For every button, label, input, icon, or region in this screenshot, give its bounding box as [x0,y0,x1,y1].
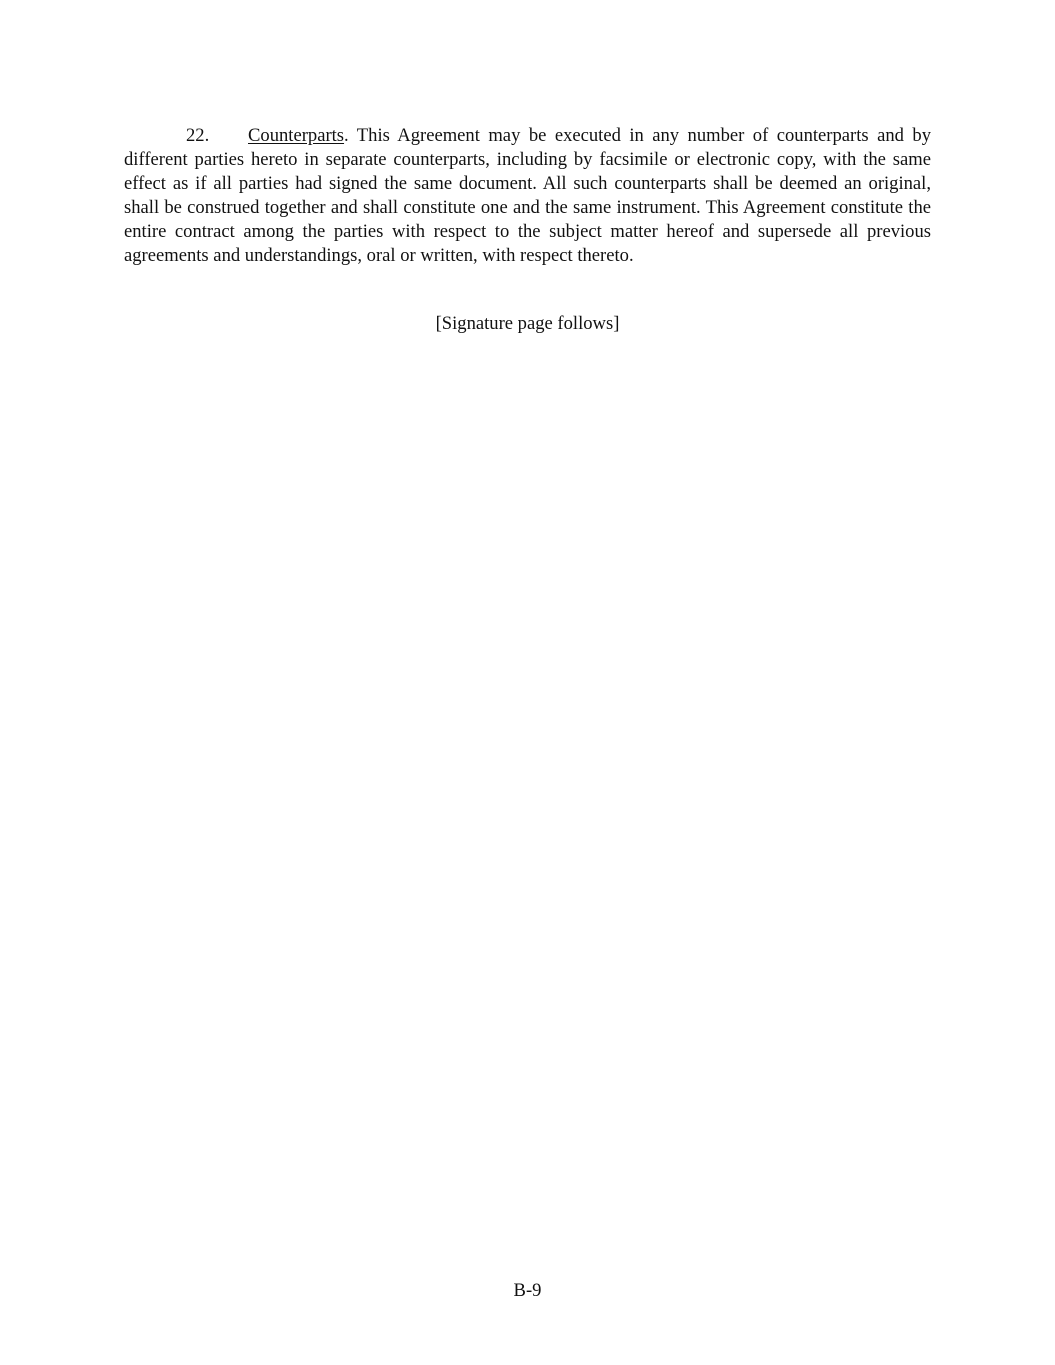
section-number: 22. [186,125,210,146]
section-22-paragraph [124,124,931,268]
section-body: . This Agreement may be executed in any number of counterparts and by different parties hereto in separate counterparts, including by facsimile or electronic copy, with the same effect as if all parties had signed the same document. All such counterparts shall be deemed an original, shall be construed together and shall constitute one and the same instrument. This Agreement constitute the entire contract among the parties with respect to the subject matter hereof and supersede all previous agreements and understandings, oral or written, with respect thereto. [124,125,931,266]
section-heading: Counterparts [248,125,345,146]
page-number: B-9 [513,1280,542,1301]
signature-page-note: [Signature page follows] [435,313,620,334]
